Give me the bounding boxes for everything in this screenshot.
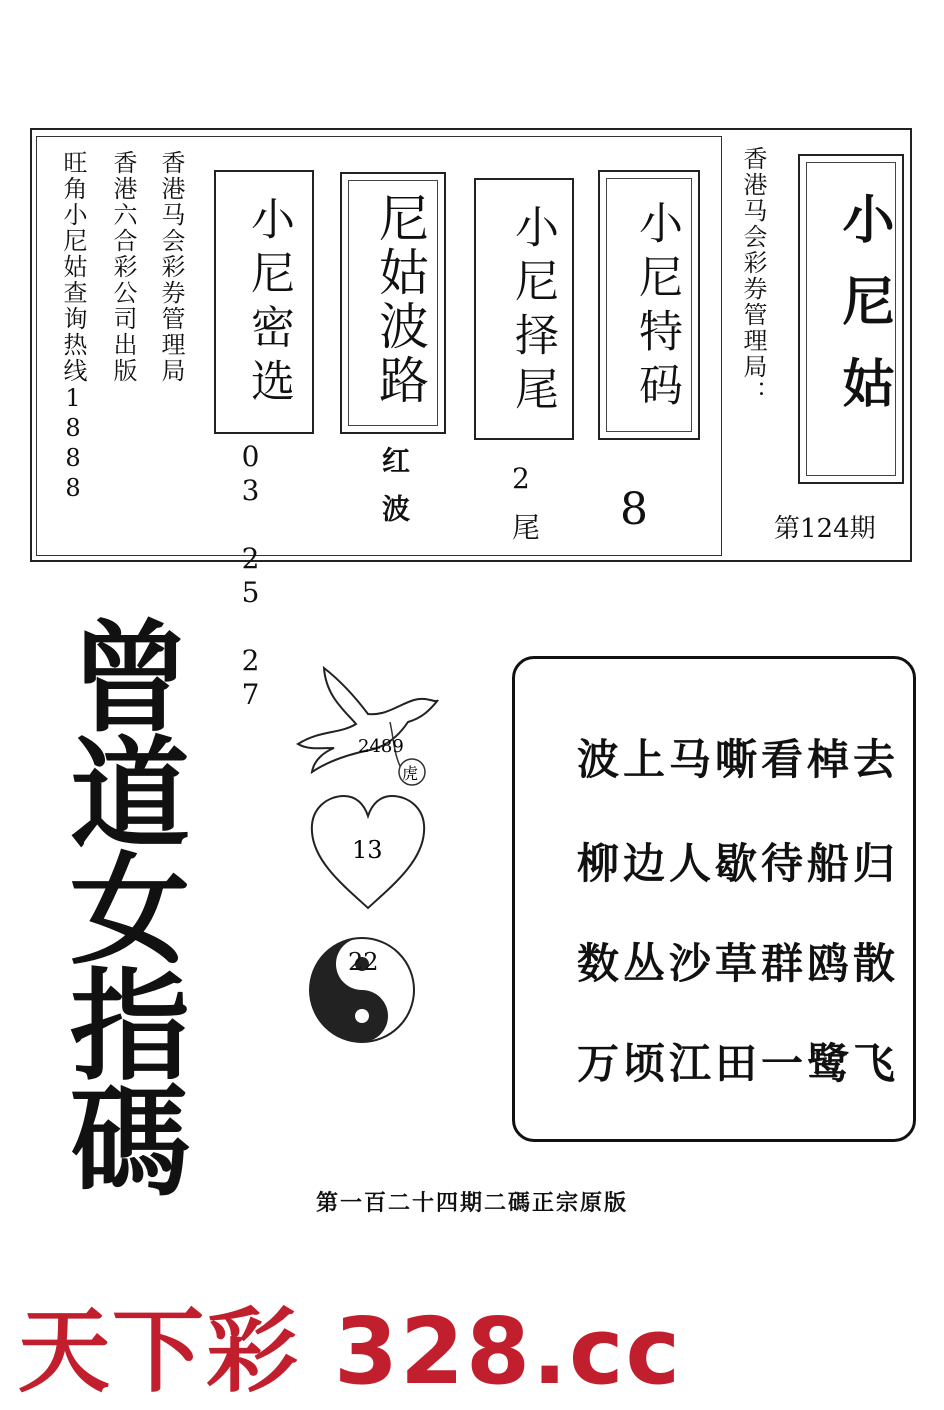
dove-tag: 虎 — [402, 764, 419, 783]
heart-icon — [308, 792, 428, 916]
card-tail-pick — [474, 178, 574, 440]
authority-text-right: 香港马会彩券管理局： — [739, 146, 767, 406]
card-title: 尼姑波路 — [371, 192, 429, 408]
big-title-char: 曾 — [70, 610, 190, 749]
dove-number: 2489 — [358, 736, 404, 757]
card-value-top: 2 — [512, 462, 530, 495]
card-special-code — [598, 170, 700, 440]
poem-line: 万顷江田一鹭飞 — [577, 1039, 900, 1088]
card-value: 03 25 27 — [234, 440, 267, 712]
card-value: 8 — [620, 484, 648, 535]
card-title: 小尼择尾 — [507, 204, 558, 420]
authority-text: 香港马会彩券管理局 — [157, 150, 185, 384]
yinyang-number: 22 — [348, 948, 379, 976]
publisher-text: 香港六合彩公司出版 — [109, 150, 137, 384]
card-value: 红波 — [378, 446, 411, 542]
big-title-char: 指 — [70, 958, 190, 1097]
heart-number: 13 — [352, 836, 383, 864]
card-title: 小尼密选 — [243, 196, 294, 412]
issue-number: 第124期 — [774, 514, 876, 544]
big-title-char: 碼 — [70, 1074, 190, 1213]
yinyang-icon — [306, 934, 418, 1046]
footer-text: 第一百二十四期二碼正宗原版 — [315, 1190, 628, 1216]
hotline-text: 旺角小尼姑查询热线1888 — [59, 150, 87, 504]
big-title-char: 道 — [70, 726, 190, 865]
card-wave-road — [340, 172, 446, 434]
card-value-bottom: 尾 — [512, 511, 541, 544]
title: 小尼姑 — [833, 192, 894, 438]
poem-box — [512, 656, 916, 1142]
big-title-char: 女 — [70, 842, 190, 981]
big-title — [60, 610, 200, 1213]
poem-line: 波上马嘶看棹去 — [577, 735, 900, 784]
title-box — [798, 154, 904, 484]
poem-line: 柳边人歇待船归 — [577, 839, 900, 888]
card-secret-pick — [214, 170, 314, 434]
poem-line: 数丛沙草群鸥散 — [577, 939, 900, 988]
dove-icon — [290, 660, 440, 790]
card-title: 小尼特码 — [631, 200, 682, 416]
watermark: 天下彩 328.cc — [18, 1298, 683, 1405]
